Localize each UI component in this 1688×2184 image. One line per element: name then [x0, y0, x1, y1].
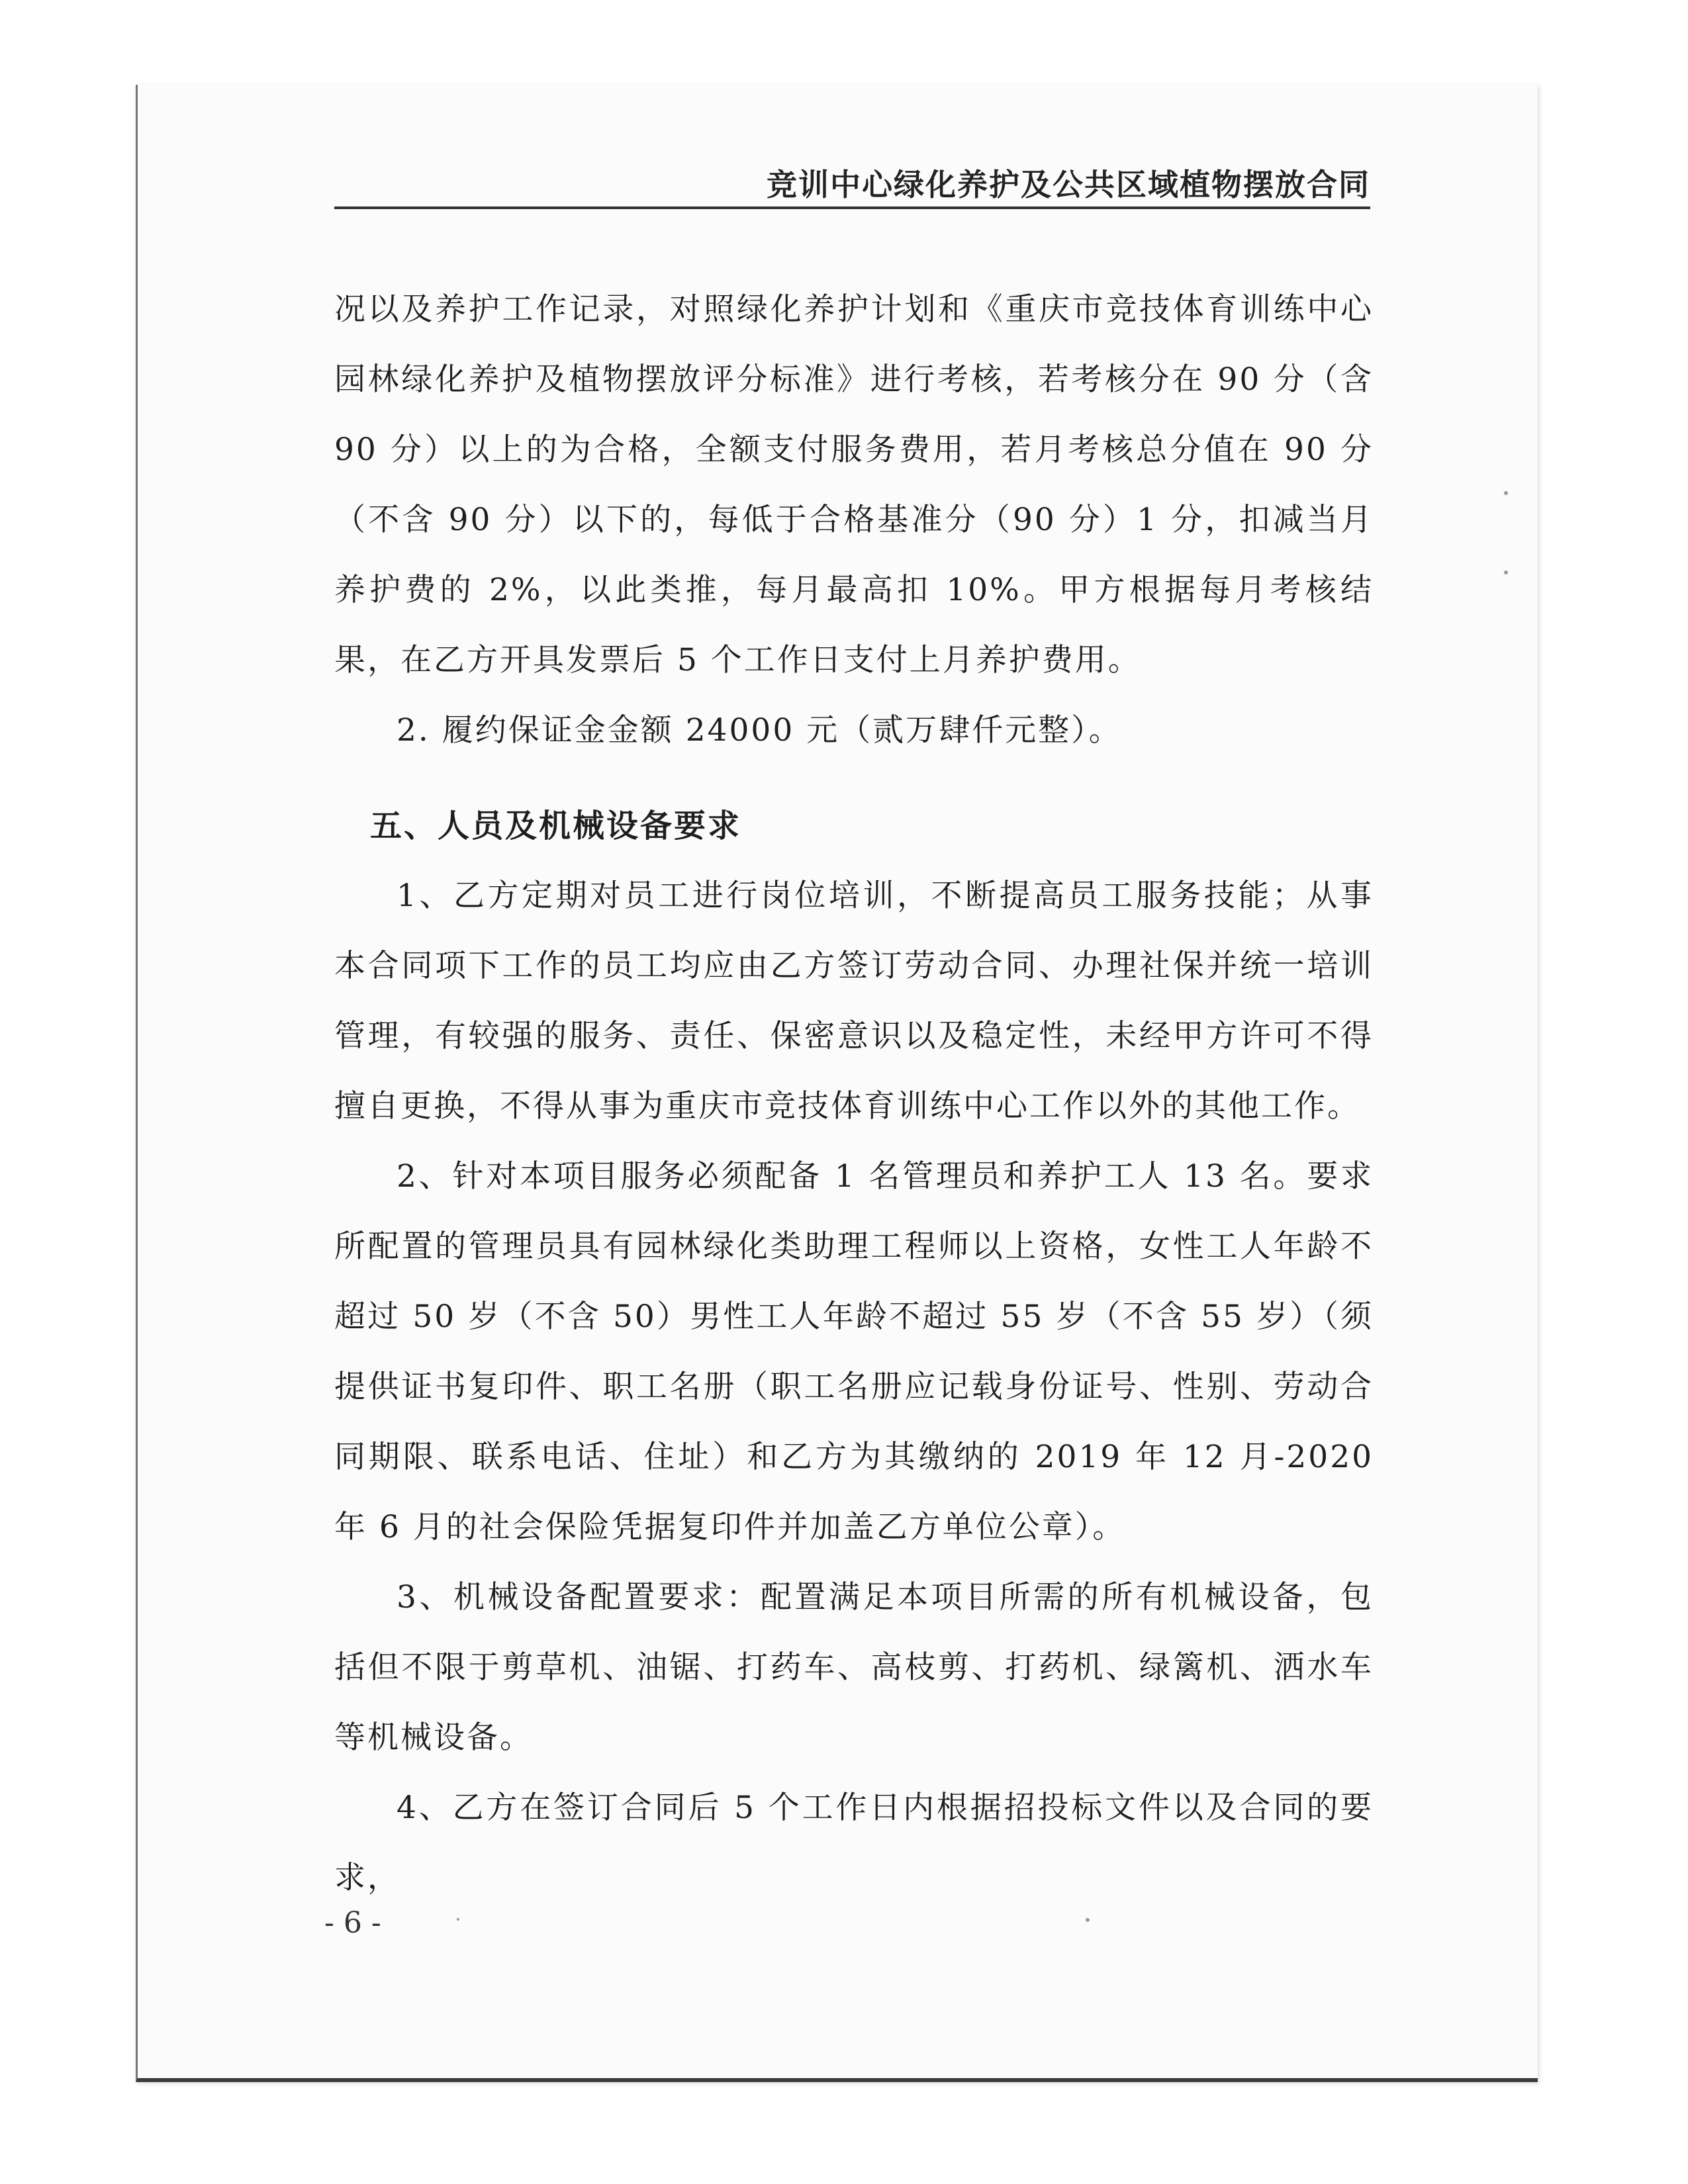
paragraph-assessment: 况以及养护工作记录，对照绿化养护计划和《重庆市竞技体育训练中心园林绿化养护及植物摆放评分标准》进行考核，若考核分在 90 分（含 90 分）以上的为合格，全额支付服务费用，若月考核总分值在 90 分（不含 90 分）以下的，每低于合格基准分（90 分）1 分，扣减当月养护费的 2%，以此类推，每月最高扣 10%。甲方根据每月考核结果，在乙方开具发票后 5 个工作日支付上月养护费用。 — [334, 291, 1374, 678]
section-title: 五、人员及机械设备要求 — [370, 807, 742, 844]
scan-speck — [1504, 570, 1508, 574]
paragraph-contract-signing: 4、乙方在签订合同后 5 个工作日内根据招投标文件以及合同的要求， — [334, 1790, 1374, 1896]
page-header — [334, 165, 1370, 209]
paragraph-staffing: 2、针对本项目服务必须配备 1 名管理员和养护工人 13 名。要求所配置的管理员具有园林绿化类助理工程师以上资格，女性工人年龄不超过 50 岁（不含 50）男性工人年龄不超过 55 岁（不含 55 岁）（须提供证书复印件、职工名册（职工名册应记载身份证号、性别、劳动合同期限、联系电话、住址）和乙方为其缴纳的 2019 年 12 月-2020 年 6 月的社会保险凭据复印件并加盖乙方单位公章）。 — [334, 1158, 1374, 1545]
page-number: - 6 - — [324, 1906, 381, 1940]
paragraph-equipment: 3、机械设备配置要求：配置满足本项目所需的所有机械设备，包括但不限于剪草机、油锯、打药车、高枝剪、打药机、绿篱机、洒水车等机械设备。 — [334, 1579, 1374, 1756]
paragraph-deposit: 2. 履约保证金金额 24000 元（贰万肆仟元整）。 — [397, 712, 1122, 749]
document-body — [334, 275, 1374, 1913]
scan-speck — [1504, 491, 1508, 495]
scan-speck — [1086, 1918, 1090, 1922]
scan-speck — [457, 1918, 459, 1921]
header-title: 竞训中心绿化养护及公共区域植物摆放合同 — [767, 167, 1370, 203]
paragraph-training: 1、乙方定期对员工进行岗位培训，不断提高员工服务技能；从事本合同项下工作的员工均应由乙方签订劳动合同、办理社保并统一培训管理，有较强的服务、责任、保密意识以及稳定性，未经甲方许可不得擅自更换，不得从事为重庆市竞技体育训练中心工作以外的其他工作。 — [334, 878, 1374, 1124]
